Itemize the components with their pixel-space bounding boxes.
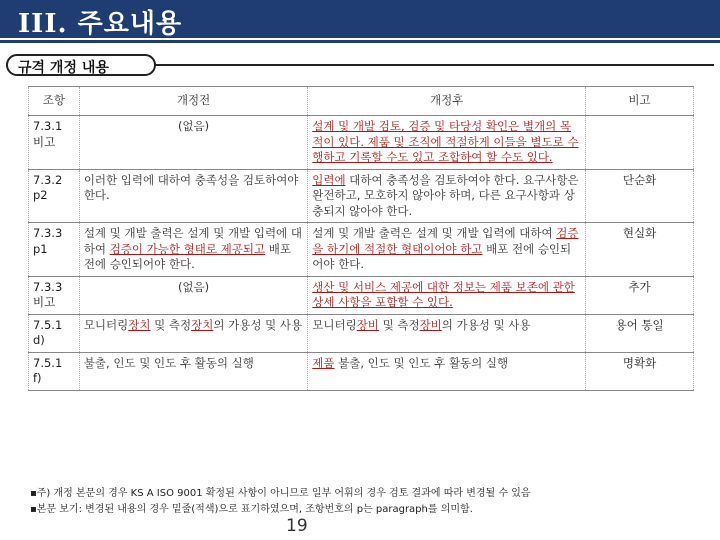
text-segment: 의 가용성 및 사용 [213, 317, 303, 332]
table-row [29, 314, 694, 352]
cell-before [79, 116, 307, 170]
cell-remark: 추가 [586, 276, 694, 314]
clause-line: f) [33, 371, 42, 386]
section-heading-pill [6, 54, 156, 76]
text-segment: 모니터링 [312, 317, 357, 332]
text-segment: (없음) [177, 279, 210, 294]
cell-before [79, 314, 307, 352]
table-header-row [29, 87, 694, 116]
footnote-2: ▪본문 보기: 변경된 내용의 경우 밑줄(적색)으로 표기하였으며, 조항번호의 p는 paragraph를 의미함. [30, 504, 473, 515]
clause-line: d) [33, 333, 45, 348]
header-divider [0, 40, 720, 43]
footnote-1: ▪주) 개정 본문의 경우 KS A ISO 9001 확정된 사항이 아니므로 일부 어휘의 경우 검토 결과에 따라 변경될 수 있음 [30, 488, 531, 499]
clause-line: 비고 [33, 134, 56, 149]
section-heading-text: 규격 개정 내용 [18, 60, 109, 76]
clause-line: 7.3.2 [33, 172, 63, 187]
clause-line: p1 [33, 241, 48, 256]
cell-remark: 현실화 [586, 223, 694, 277]
clause-line: 7.5.1 [33, 355, 63, 370]
text-segment: 이러한 입력에 대하여 충족성을 검토하여야 한다. [83, 172, 299, 203]
cell-remark: 용어 통일 [586, 314, 694, 352]
cell-before [79, 352, 307, 390]
changed-text: 장치 [128, 317, 151, 332]
clause-line: 7.3.3 [33, 279, 63, 294]
clause-line: 비고 [33, 295, 56, 310]
section-heading [6, 54, 706, 76]
text-segment: 설계 및 개발 출력은 설계 및 개발 입력에 대하여 [312, 226, 557, 241]
cell-after [308, 314, 586, 352]
cell-before [79, 223, 307, 277]
clause-line: p2 [33, 188, 48, 203]
header-clause: 조항 [29, 87, 80, 116]
changed-text: 입력에 [312, 172, 346, 187]
text-segment: 배포 전에 승인되어야 한다. [312, 241, 572, 272]
cell-before [79, 169, 307, 223]
changed-text: 검증을 하기에 적절한 형태이어야 하고 [312, 226, 579, 256]
cell-remark: 단순화 [586, 169, 694, 223]
cell-after [308, 116, 586, 170]
changed-text: 장비 [419, 317, 442, 332]
cell-before [79, 276, 307, 314]
cell-remark: 명확화 [586, 352, 694, 390]
changed-text: 검증이 가능한 형태로 제공되고 [109, 241, 266, 256]
page-number: 19 [286, 516, 308, 536]
cell-after [308, 223, 586, 277]
text-segment: 대하여 충족성을 검토하여야 한다. 요구사항은 완전하고, 모호하지 않아야 하며, 다른 요구사항과 상충되지 않아야 한다. [312, 172, 579, 218]
text-segment: 설계 및 개발 출력은 설계 및 개발 입력에 대하여 [83, 226, 302, 256]
changed-text: 장치 [191, 317, 214, 332]
clause-line: 7.3.3 [33, 226, 63, 241]
table-row [29, 352, 694, 390]
text-segment: 의 가용성 및 사용 [441, 317, 531, 332]
table-row [29, 276, 694, 314]
table-row [29, 223, 694, 277]
cell-remark [586, 116, 694, 170]
clause-line: 7.5.1 [33, 317, 63, 332]
text-segment: 및 측정 [150, 317, 192, 332]
text-segment: (없음) [177, 119, 210, 133]
section-heading-line [154, 64, 714, 66]
cell-clause [29, 223, 80, 277]
changed-text: 설계 및 개발 검토, 검증 및 타당성 확인은 별개의 목적이 있다. 제품 및 조직에 적절하게 이들을 별도로 수행하고 기록할 수도 있고 조합하여 할 수도 있다. [312, 119, 579, 165]
text-segment: 불출, 인도 및 인도 후 활동의 실행 [334, 355, 509, 370]
header-remark: 비고 [586, 87, 694, 116]
cell-after [308, 169, 586, 223]
slide-title: III. 주요내용 [18, 9, 183, 39]
text-segment: 모니터링 [83, 317, 129, 332]
cell-clause [29, 276, 80, 314]
changed-text: 장비 [356, 317, 379, 332]
cell-clause [29, 352, 80, 390]
cell-clause [29, 116, 80, 170]
header-before: 개정전 [79, 87, 307, 116]
text-segment: 및 측정 [378, 317, 420, 332]
changed-text: 제품 [312, 355, 335, 370]
text-segment: 불출, 인도 및 인도 후 활동의 실행 [83, 355, 254, 370]
cell-after [308, 352, 586, 390]
clause-line: 7.3.1 [33, 119, 63, 133]
table-row [29, 116, 694, 170]
slide-header [0, 0, 720, 38]
revision-table [28, 86, 694, 391]
changed-text: 생산 및 서비스 제공에 대한 정보는 제품 보존에 관한 상세 사항을 포함할 수 있다. [312, 279, 575, 310]
table-row [29, 169, 694, 223]
cell-clause [29, 169, 80, 223]
text-segment: 배포 전에 승인되어야 한다. [83, 241, 291, 272]
cell-after [308, 276, 586, 314]
cell-clause [29, 314, 80, 352]
header-after: 개정후 [308, 87, 586, 116]
